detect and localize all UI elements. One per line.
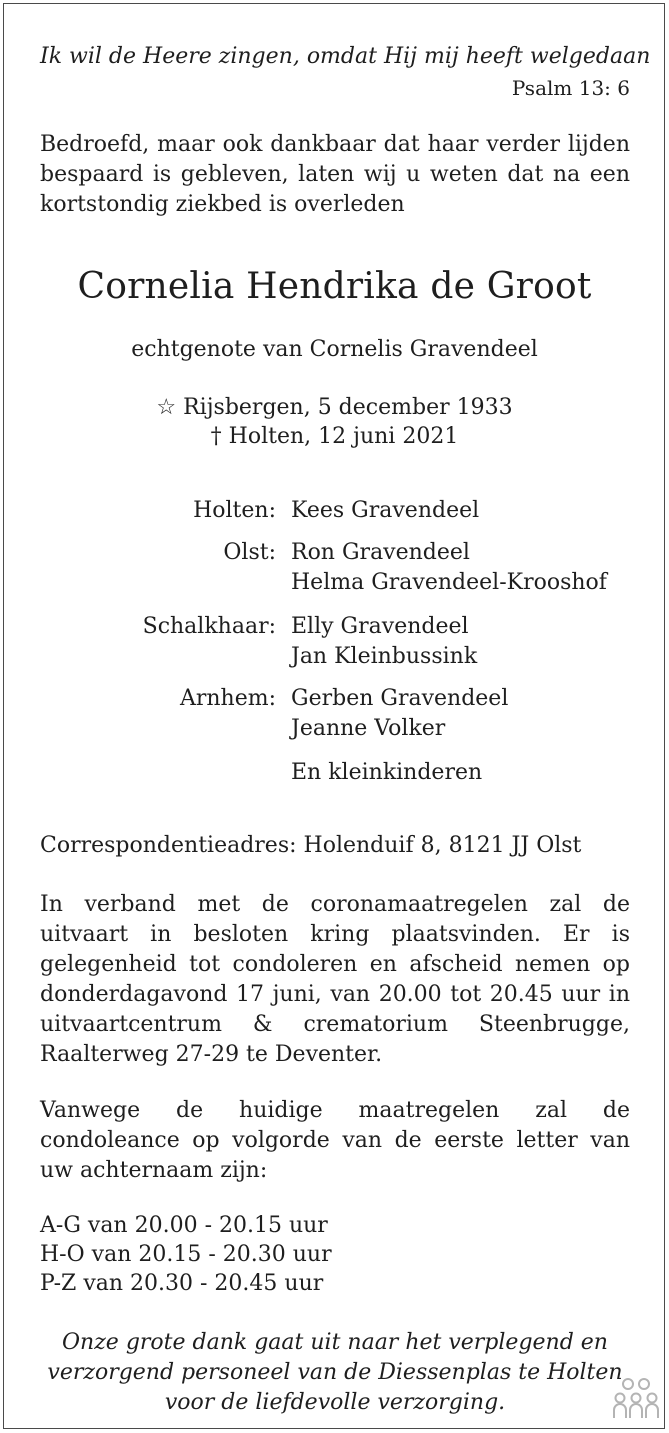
people-logo-icon <box>612 1376 660 1420</box>
intro-text: Bedroefd, maar ook dankbaar dat haar verder lijden bespaard is gebleven, laten wij u weten dat na een kortstondig ziekbed is overleden <box>40 132 630 217</box>
birth-line: ☆ Rijsbergen, 5 december 1933 <box>156 395 513 420</box>
schedule-line: A-G van 20.00 - 20.15 uur <box>40 1213 328 1238</box>
funeral-paragraph: In verband met de coronamaatregelen zal de uitvaart in besloten kring plaatsvinden. Er is gelegenheid tot condoleren en afscheid nemen op donderdagavond 17 juni, van 20.00 tot 20.45 uur in uitvaartcentrum & crematorium Steenbrugge, Raalterweg 27-29 te Deventer. <box>40 892 630 1067</box>
family-member: Gerben Gravendeel <box>291 686 509 711</box>
deceased-name: Cornelia Hendrika de Groot <box>77 266 592 307</box>
family-place: Schalkhaar: <box>142 614 276 639</box>
thanks-text: Onze grote dank gaat uit naar het verplegend en verzorgend personeel van de Diessenplas te Holten voor de liefdevolle verzorging. <box>47 1330 623 1415</box>
correspondence-address: Correspondentieadres: Holenduif 8, 8121 JJ Olst <box>40 833 582 858</box>
family-row <box>0 496 669 526</box>
condolence-paragraph: Vanwege de huidige maatregelen zal de condoleance op volgorde van de eerste letter van uw achternaam zijn: <box>40 1098 630 1183</box>
family-place: Arnhem: <box>179 686 276 711</box>
family-member: Ron Gravendeel <box>291 540 470 565</box>
family-place: Holten: <box>193 498 276 523</box>
family-member: Jeanne Volker <box>291 716 446 741</box>
family-row <box>0 612 669 672</box>
deceased-relation: echtgenote van Cornelis Gravendeel <box>131 337 538 362</box>
schedule-line: H-O van 20.15 - 20.30 uur <box>40 1242 332 1267</box>
family-row <box>0 684 669 744</box>
family-member: Elly Gravendeel <box>291 614 469 639</box>
family-row <box>0 538 669 598</box>
grandchildren-line: En kleinkinderen <box>291 760 483 785</box>
death-line: † Holten, 12 juni 2021 <box>210 424 459 449</box>
verse-reference: Psalm 13: 6 <box>511 76 630 100</box>
family-member: Jan Kleinbussink <box>291 644 478 669</box>
family-member: Kees Gravendeel <box>291 498 480 523</box>
verse-text: Ik wil de Heere zingen, omdat Hij mij heeft welgedaan <box>40 44 651 69</box>
schedule-line: P-Z van 20.30 - 20.45 uur <box>40 1271 324 1296</box>
family-member: Helma Gravendeel-Krooshof <box>291 570 607 595</box>
family-place: Olst: <box>223 540 276 565</box>
